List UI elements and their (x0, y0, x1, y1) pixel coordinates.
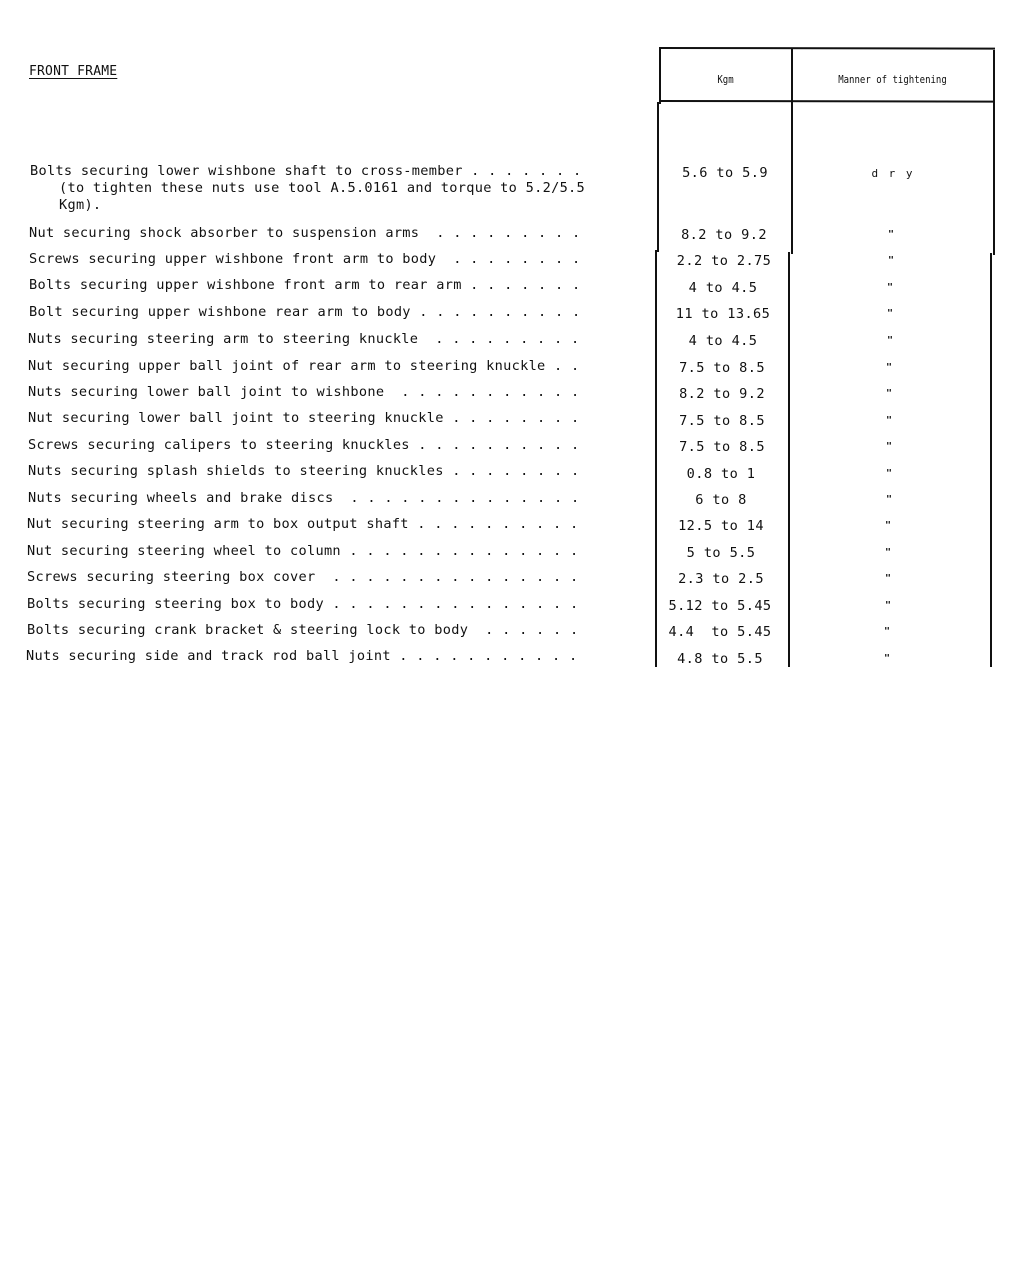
row-torque-value: 4 to 4.5 (688, 333, 758, 349)
row-manner-ditto: " (885, 468, 893, 479)
row-torque-value: 2.2 to 2.75 (676, 253, 772, 269)
row-description: Nuts securing steering arm to steering knuckle . . . . . . . . . (28, 331, 580, 347)
row-manner-ditto: " (886, 335, 894, 346)
row-description: Bolt securing upper wishbone rear arm to body . . . . . . . . . . (29, 304, 581, 320)
row-manner-ditto: " (883, 626, 891, 637)
table-col-border-left (659, 47, 661, 104)
row-description: Nuts securing splash shields to steering knuckles . . . . . . . . (28, 463, 580, 479)
row-description: Nuts securing side and track rod ball joint . . . . . . . . . . . (26, 648, 578, 664)
row-manner-ditto: " (884, 573, 892, 584)
row-torque-value: 7.5 to 8.5 (679, 439, 765, 455)
section-title: FRONT FRAME (29, 64, 118, 79)
row-description: Screws securing upper wishbone front arm to body . . . . . . . . (29, 251, 581, 267)
row-manner-ditto: " (883, 653, 891, 664)
row-torque-value: 0.8 to 1 (686, 466, 756, 482)
row-torque-value: 7.5 to 8.5 (679, 413, 765, 429)
row-description: Screws securing steering box cover . . . . . . . . . . . . . . . (27, 569, 579, 585)
table-col-border-middle (791, 49, 793, 254)
table-header-border (659, 100, 995, 103)
table-col-border-right (990, 253, 992, 667)
row-torque-value: 2.3 to 2.5 (678, 571, 764, 587)
row-description: Bolts securing lower wishbone shaft to cross-member . . . . . . . (30, 163, 582, 179)
row-manner-ditto: " (885, 415, 893, 426)
row-torque-value: 11 to 13.65 (675, 306, 771, 322)
row-note: (to tighten these nuts use tool A.5.0161 and torque to 5.2/5.5 (59, 180, 586, 196)
row-description: Nut securing steering wheel to column . . . . . . . . . . . . . . (27, 543, 579, 559)
row-description: Nut securing shock absorber to suspension arms . . . . . . . . . (29, 225, 581, 241)
row-torque-value: 4.8 to 5.5 (677, 651, 763, 667)
row-description: Screws securing calipers to steering knuckles . . . . . . . . . . (28, 437, 580, 453)
row-description: Bolts securing steering box to body . . . . . . . . . . . . . . . (27, 596, 579, 612)
row-torque-value: 5.6 to 5.9 (682, 165, 768, 181)
column-header-manner: Manner of tightening (838, 73, 947, 86)
row-manner-ditto: " (884, 520, 892, 531)
row-description: Bolts securing upper wishbone front arm to rear arm . . . . . . . (29, 277, 581, 293)
row-description: Nut securing steering arm to box output shaft . . . . . . . . . . (27, 516, 579, 532)
row-manner-ditto: " (887, 229, 895, 240)
row-torque-value: 4.4 to 5.45 (668, 624, 772, 640)
row-manner-ditto: " (887, 255, 895, 266)
row-torque-value: 5 to 5.5 (686, 545, 756, 561)
row-manner-ditto: " (885, 494, 893, 505)
row-manner-ditto: " (884, 547, 892, 558)
row-note: Kgm). (59, 197, 102, 213)
row-torque-value: 7.5 to 8.5 (679, 360, 765, 376)
row-torque-value: 4 to 4.5 (688, 280, 758, 296)
row-manner-ditto: " (885, 362, 893, 373)
row-description: Nuts securing wheels and brake discs . . . . . . . . . . . . . . (28, 490, 580, 506)
table-col-border-right (993, 50, 995, 255)
row-description: Nut securing upper ball joint of rear arm to steering knuckle . . (28, 358, 580, 374)
row-manner-ditto: " (886, 282, 894, 293)
row-torque-value: 8.2 to 9.2 (681, 227, 767, 243)
row-description: Nuts securing lower ball joint to wishbone . . . . . . . . . . . (28, 384, 580, 400)
row-torque-value: 5.12 to 5.45 (668, 598, 772, 614)
row-torque-value: 12.5 to 14 (678, 518, 764, 534)
row-manner-ditto: " (885, 388, 893, 399)
row-manner-ditto: " (884, 600, 892, 611)
row-torque-value: 8.2 to 9.2 (679, 386, 765, 402)
column-header-kgm: Kgm (717, 73, 734, 86)
row-description: Nut securing lower ball joint to steering knuckle . . . . . . . . (28, 410, 580, 426)
table-top-border (659, 47, 995, 50)
row-torque-value: 6 to 8 (695, 492, 747, 508)
row-manner-ditto: " (885, 441, 893, 452)
row-manner: d r y (871, 167, 915, 180)
row-description: Bolts securing crank bracket & steering lock to body . . . . . . (27, 622, 579, 638)
row-manner-ditto: " (886, 308, 894, 319)
